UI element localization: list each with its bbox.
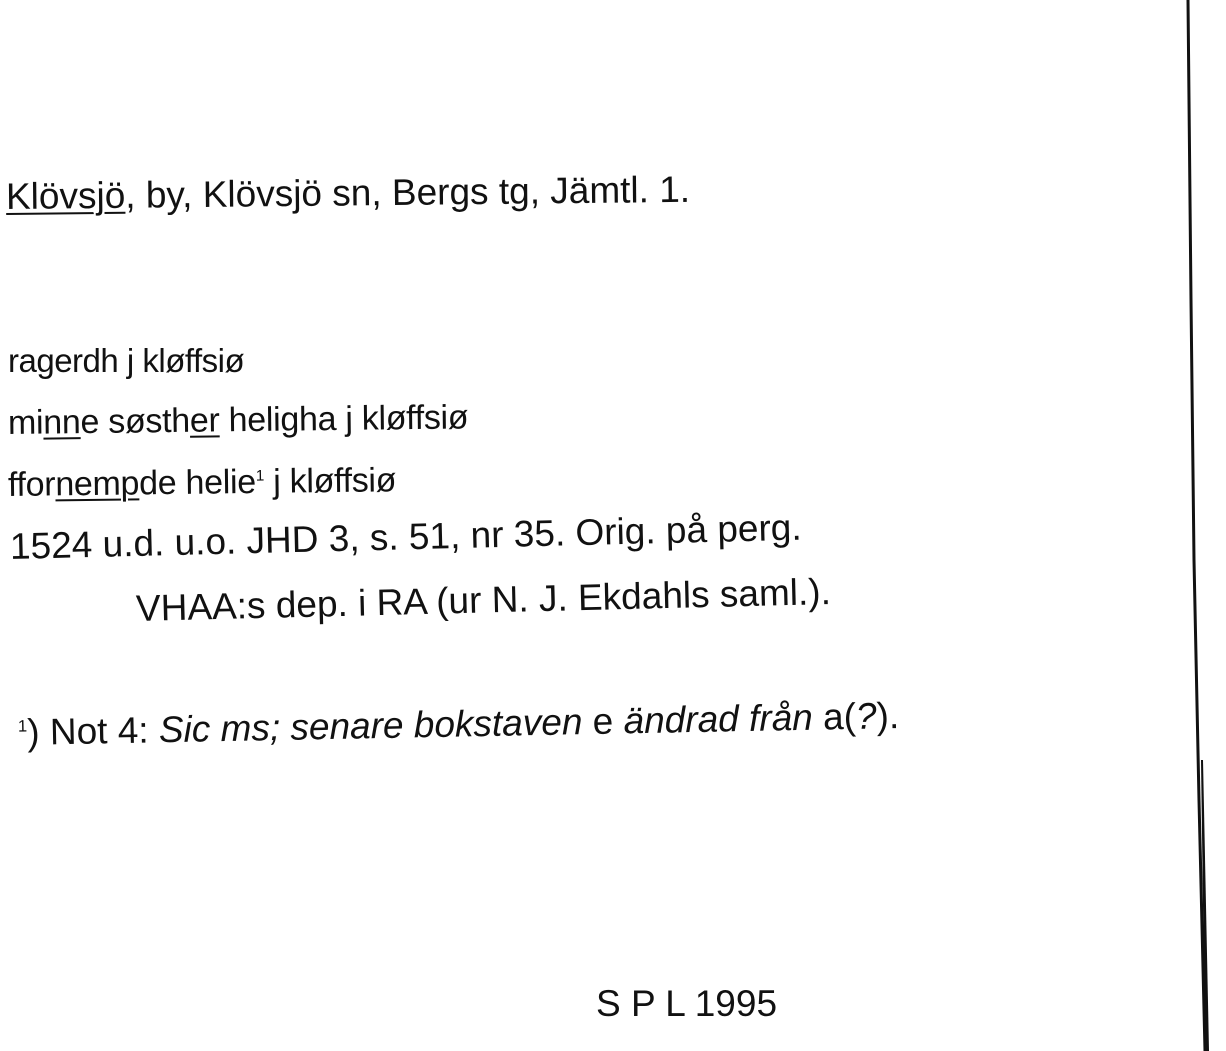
- quote-line-1: ragerdh j kløffsiø: [8, 342, 245, 379]
- source-archive: VHAA:s dep. i RA (ur N. J. Ekdahls saml.).: [135, 571, 832, 629]
- footnote-marker: 1: [17, 716, 28, 736]
- place-description: , by, Klövsjö sn, Bergs tg, Jämtl. 1.: [125, 168, 691, 216]
- footnote-text: a(: [812, 695, 857, 738]
- quote-text: e søsth: [80, 401, 191, 442]
- footnote-reference: 1: [255, 467, 265, 485]
- quote-text: heligha j kløffsiø: [219, 398, 469, 440]
- record-heading: [5, 168, 691, 217]
- place-name: Klövsjö: [5, 174, 126, 217]
- expanded-abbreviation: nemp: [55, 464, 140, 504]
- quote-text: ffor: [7, 465, 56, 504]
- footnote: [18, 697, 900, 751]
- quote-text: j kløffsiø: [263, 461, 397, 501]
- footnote-italic: ändrad från: [623, 696, 814, 742]
- footnote-italic: ?: [855, 695, 877, 737]
- footnote-text: e: [582, 700, 624, 743]
- source-citation: 1524 u.d. u.o. JHD 3, s. 51, nr 35. Orig. på perg.: [9, 506, 803, 567]
- expanded-abbreviation: er: [189, 401, 220, 440]
- expanded-abbreviation: nn: [43, 403, 81, 442]
- footnote-text: ) Not 4:: [26, 709, 160, 753]
- quote-line-3: [8, 463, 397, 502]
- footnote-text: ).: [876, 695, 900, 737]
- quote-text: de helie: [138, 462, 257, 503]
- archive-stamp: S P L 1995: [596, 983, 778, 1024]
- quote-line-2: [8, 400, 469, 440]
- scan-edge-line: [1183, 0, 1223, 1051]
- quote-text: mi: [7, 403, 44, 442]
- footnote-italic: Sic ms; senare bokstaven: [158, 701, 583, 751]
